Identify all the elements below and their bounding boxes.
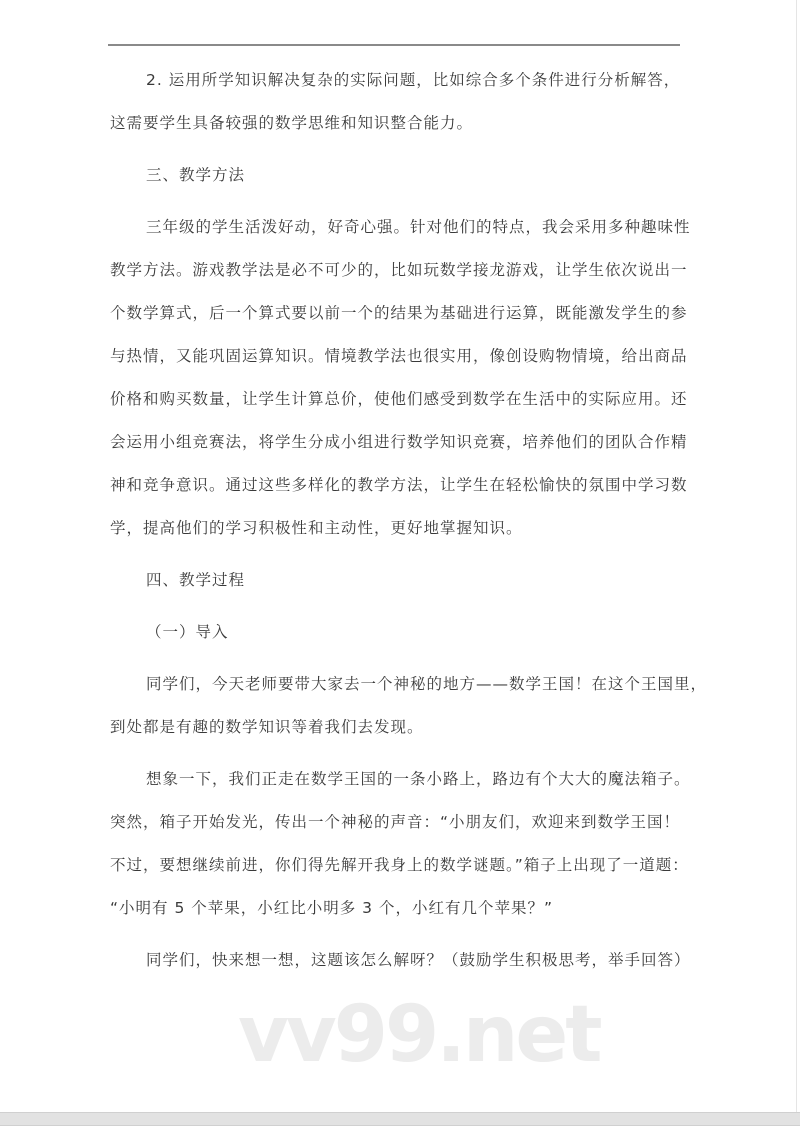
- text-line: 四、教学过程: [146, 571, 246, 589]
- text-line: 教学方法。游戏教学法是必不可少的，比如玩数学接龙游戏，让学生依次说出一: [110, 261, 688, 279]
- text-line: 个数学算式，后一个算式要以前一个的结果为基础进行运算，既能激发学生的参: [110, 304, 688, 322]
- document-body: [110, 66, 708, 998]
- text-line: （一）导入: [146, 623, 229, 641]
- paragraph: [110, 670, 708, 756]
- text-line: 三、教学方法: [146, 166, 246, 184]
- text-line: 想象一下，我们正走在数学王国的一条小路上，路边有个大大的魔法箱子。: [146, 770, 691, 788]
- text-line: 到处都是有趣的数学知识等着我们去发现。: [110, 718, 424, 736]
- paragraph: [110, 66, 680, 152]
- text-line: 这需要学生具备较强的数学思维和知识整合能力。: [110, 114, 474, 132]
- text-line: 学，提高他们的学习积极性和主动性，更好地掌握知识。: [110, 519, 523, 537]
- section-heading: [110, 618, 680, 661]
- text-line: 同学们，今天老师要带大家去一个神秘的地方——数学王国！在这个王国里，: [146, 675, 708, 693]
- text-line: “小明有 5 个苹果，小红比小明多 3 个，小红有几个苹果？”: [110, 899, 553, 917]
- watermark: vv99.net: [238, 990, 600, 1080]
- text-line: 2. 运用所学知识解决复杂的实际问题，比如综合多个条件进行分析解答，: [146, 71, 681, 89]
- page-separator: [0, 1112, 800, 1126]
- text-line: 与热情，又能巩固运算知识。情境教学法也很实用，像创设购物情境，给出商品: [110, 347, 688, 365]
- section-heading: [110, 566, 680, 609]
- page-edge: [796, 0, 797, 1112]
- section-heading: [110, 161, 680, 204]
- text-line: 价格和购买数量，让学生计算总价，使他们感受到数学在生活中的实际应用。还: [110, 390, 688, 408]
- paragraph: [110, 213, 691, 557]
- paragraph: [110, 946, 691, 989]
- paragraph: [110, 765, 691, 937]
- header-rule: [108, 44, 680, 46]
- text-line: 突然，箱子开始发光，传出一个神秘的声音：“小朋友们，欢迎来到数学王国！: [110, 813, 681, 831]
- text-line: 同学们，快来想一想，这题该怎么解呀？（鼓励学生积极思考，举手回答）: [146, 951, 691, 969]
- text-line: 神和竞争意识。通过这些多样化的教学方法，让学生在轻松愉快的氛围中学习数: [110, 476, 688, 494]
- text-line: 不过，要想继续前进，你们得先解开我身上的数学谜题。”箱子上出现了一道题：: [110, 856, 689, 874]
- text-line: 会运用小组竞赛法，将学生分成小组进行数学知识竞赛，培养他们的团队合作精: [110, 433, 688, 451]
- text-line: 三年级的学生活泼好动，好奇心强。针对他们的特点，我会采用多种趣味性: [146, 218, 691, 236]
